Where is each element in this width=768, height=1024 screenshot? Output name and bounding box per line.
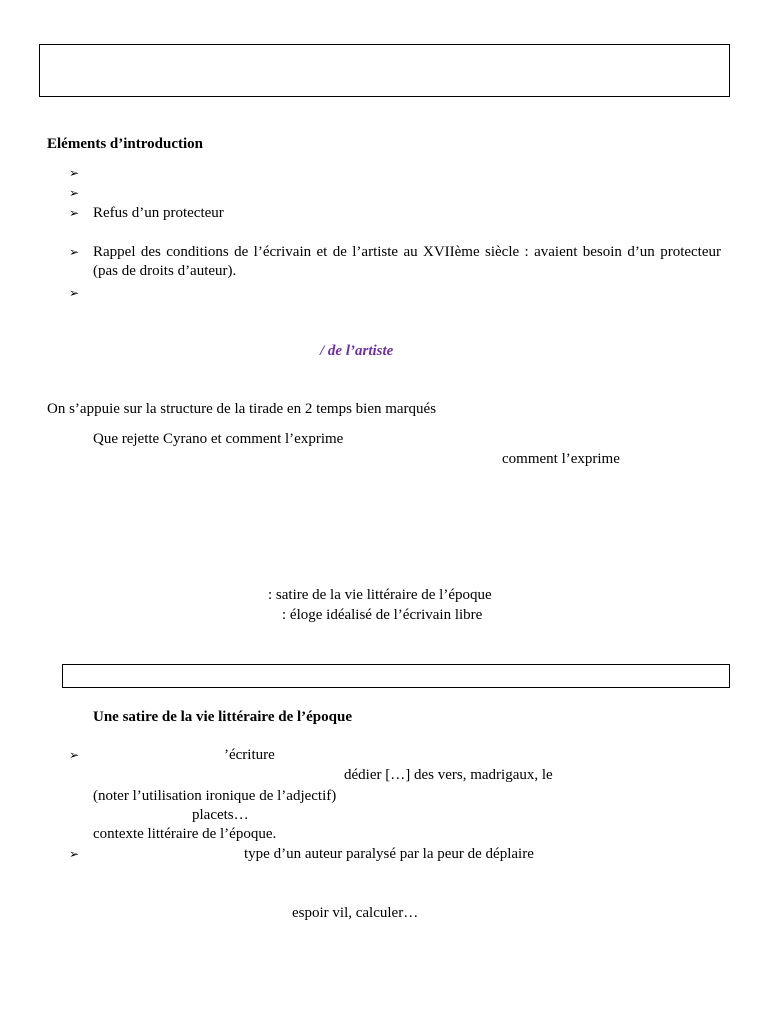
plan-part-1: : satire de la vie littéraire de l’époque (268, 587, 492, 603)
plan-part-2: : éloge idéalisé de l’écrivain libre (282, 607, 483, 623)
bullet-arrow-icon: ➢ (69, 245, 80, 259)
bullet-arrow-icon: ➢ (69, 186, 80, 200)
section-title: Une satire de la vie littéraire de l’époque (93, 709, 352, 725)
bullet-arrow-icon: ➢ (69, 847, 80, 861)
line-placets: placets… (192, 807, 249, 823)
intro-subtitle: / de l’artiste (320, 343, 394, 359)
line-ecriture: ’écriture (224, 747, 275, 763)
plan-structure: On s’appuie sur la structure de la tirade en 2 temps bien marqués (47, 401, 437, 417)
intro-heading: Eléments d’introduction (47, 136, 203, 152)
line-dedier: dédier […] des vers, madrigaux, le (344, 767, 553, 783)
bullet-arrow-icon: ➢ (69, 286, 80, 300)
line-noter: (noter l’utilisation ironique de l’adjectif) (93, 788, 337, 804)
plan-question: Que rejette Cyrano et comment l’exprime (93, 431, 344, 447)
intro-item-refus: Refus d’un protecteur (93, 205, 224, 221)
line-type: type d’un auteur paralysé par la peur de déplaire (244, 846, 534, 862)
bullet-arrow-icon: ➢ (69, 206, 80, 220)
intro-item-rappel: Rappel des conditions de l’écrivain et de l’artiste au XVIIème siècle : avaient besoin d’un protecteur (pas de droits d’auteur). (93, 244, 721, 279)
line-contexte: contexte littéraire de l’époque. (93, 826, 277, 842)
line-espoir: espoir vil, calculer… (292, 905, 419, 921)
bullet-arrow-icon: ➢ (69, 748, 80, 762)
bullet-arrow-icon: ➢ (69, 166, 80, 180)
title-box (39, 44, 730, 97)
section-box (62, 664, 730, 688)
plan-question-2: comment l’exprime (502, 451, 620, 467)
